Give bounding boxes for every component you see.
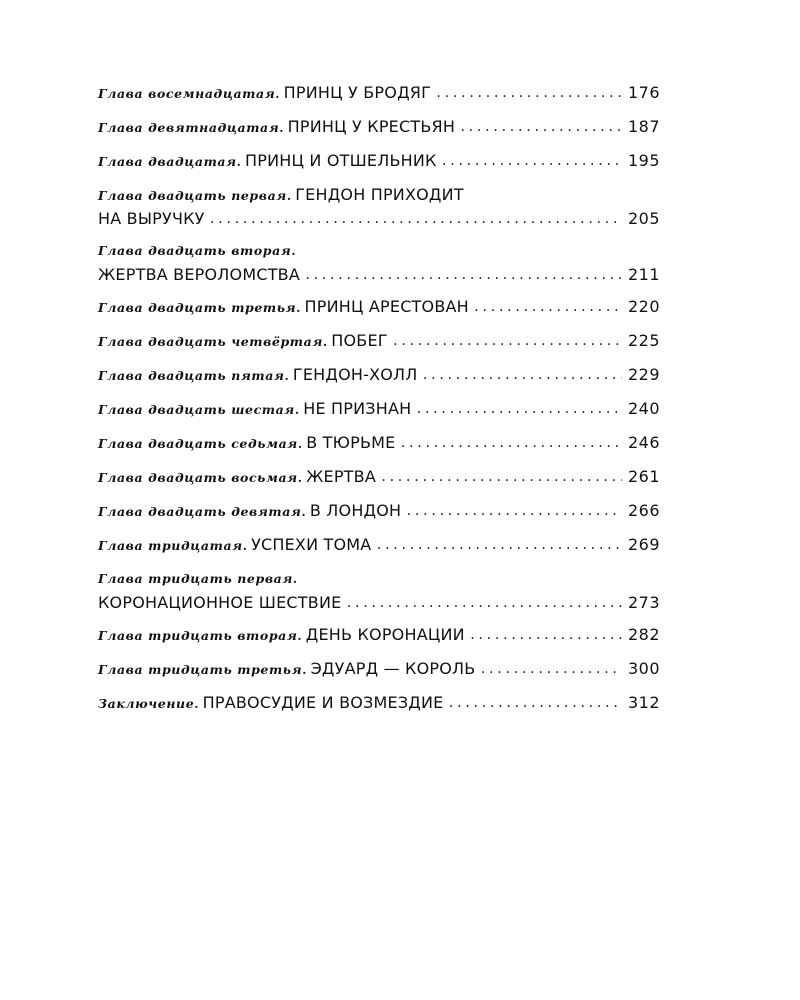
chapter-title: ПРАВОСУДИЕ И ВОЗМЕЗДИЕ — [202, 693, 444, 712]
toc-entry[interactable]: Глава двадцать девятая . В ЛОНДОН ..... 266 — [98, 498, 660, 524]
chapter-label: Глава двадцать четвёртая — [98, 334, 323, 349]
chapter-label: Глава девятнадцатая — [98, 120, 280, 135]
page-number: 269 — [627, 535, 660, 554]
chapter-title: ПРИНЦ И ОТШЕЛЬНИК — [245, 151, 437, 170]
chapter-title: НЕ ПРИЗНАН — [303, 399, 412, 418]
chapter-label: Глава двадцать восьмая — [98, 470, 298, 485]
dot-leader — [399, 430, 622, 456]
dot-leader — [459, 114, 622, 140]
chapter-title: ЭДУАРД — КОРОЛЬ — [310, 659, 476, 678]
toc-entry[interactable]: Глава двадцать четвёртая . ПОБЕГ ..... 225 — [98, 328, 660, 354]
toc-entry[interactable]: Глава девятнадцатая . ПРИНЦ У КРЕСТЬЯН ..... 187 — [98, 114, 660, 140]
page-number: 300 — [627, 659, 660, 678]
dot-leader — [447, 690, 621, 716]
page-number: 195 — [627, 151, 660, 170]
dot-leader — [479, 656, 622, 682]
toc-entry[interactable]: Глава двадцать вторая . ЖЕРТВА ВЕРОЛОМСТВА ..... 211 — [98, 238, 660, 286]
chapter-label: Глава двадцать третья — [98, 300, 297, 315]
chapter-title: ПРИНЦ АРЕСТОВАН — [304, 297, 469, 316]
chapter-label: Глава двадцать седьмая — [98, 436, 298, 451]
dot-leader — [435, 80, 622, 106]
chapter-label: Глава двадцать шестая — [98, 402, 295, 417]
toc-entry[interactable]: Глава двадцать седьмая . В ТЮРЬМЕ ..... 246 — [98, 430, 660, 456]
chapter-title: ПРИНЦ У БРОДЯГ — [283, 83, 432, 102]
page-number: 211 — [627, 265, 660, 284]
dot-leader — [469, 622, 622, 648]
chapter-label: Глава тридцать вторая — [98, 628, 298, 643]
toc-entry[interactable]: Глава тридцать вторая . ДЕНЬ КОРОНАЦИИ ..... 282 — [98, 622, 660, 648]
chapter-label: Глава двадцать вторая — [98, 243, 292, 258]
chapter-title: ГЕНДОН ПРИХОДИТ — [295, 185, 464, 204]
chapter-label: Глава двадцатая — [98, 154, 237, 169]
page-number: 220 — [627, 297, 660, 316]
toc-entry[interactable]: Глава восемнадцатая . ПРИНЦ У БРОДЯГ ..... 176 — [98, 80, 660, 106]
dot-leader — [473, 294, 622, 320]
page-number: 261 — [627, 467, 660, 486]
page-number: 229 — [627, 365, 660, 384]
toc-entry[interactable]: Глава двадцать восьмая . ЖЕРТВА ..... 261 — [98, 464, 660, 490]
dot-leader — [415, 396, 622, 422]
dot-leader — [345, 592, 622, 614]
toc-entry[interactable]: Глава тридцать третья . ЭДУАРД — КОРОЛЬ ..... 300 — [98, 656, 660, 682]
chapter-label: Глава двадцать пятая — [98, 368, 285, 383]
dot-leader — [304, 264, 622, 286]
page-number: 240 — [627, 399, 660, 418]
page-number: 246 — [627, 433, 660, 452]
page-number: 225 — [627, 331, 660, 350]
chapter-label: Заключение — [98, 696, 195, 711]
chapter-title: ЖЕРТВА — [306, 467, 376, 486]
chapter-label: Глава тридцать первая — [98, 571, 293, 586]
toc-entry[interactable]: Заключение . ПРАВОСУДИЕ И ВОЗМЕЗДИЕ ..... 312 — [98, 690, 660, 716]
dot-leader — [405, 498, 622, 524]
page-number: 176 — [627, 83, 660, 102]
chapter-label: Глава тридцать третья — [98, 662, 303, 677]
toc-entry[interactable]: Глава двадцать первая . ГЕНДОН ПРИХОДИТ НА ВЫРУЧКУ ..... 205 — [98, 182, 660, 230]
toc-entry[interactable]: Глава тридцать первая . КОРОНАЦИОННОЕ ШЕСТВИЕ ..... 273 — [98, 566, 660, 614]
dot-leader — [209, 208, 622, 230]
chapter-title: ПОБЕГ — [331, 331, 388, 350]
page-number: 187 — [627, 117, 660, 136]
dot-leader — [380, 464, 622, 490]
chapter-title: В ТЮРЬМЕ — [306, 433, 396, 452]
chapter-title: ДЕНЬ КОРОНАЦИИ — [305, 625, 465, 644]
page-number: 266 — [627, 501, 660, 520]
toc-entry[interactable]: Глава двадцать третья . ПРИНЦ АРЕСТОВАН ..... 220 — [98, 294, 660, 320]
dot-leader — [375, 532, 621, 558]
toc-entry[interactable]: Глава двадцать пятая . ГЕНДОН-ХОЛЛ ..... 229 — [98, 362, 660, 388]
chapter-title: ЖЕРТВА ВЕРОЛОМСТВА — [98, 265, 300, 284]
dot-leader — [422, 362, 622, 388]
toc-entry[interactable]: Глава двадцать шестая . НЕ ПРИЗНАН ..... 240 — [98, 396, 660, 422]
chapter-title: КОРОНАЦИОННОЕ ШЕСТВИЕ — [98, 593, 342, 612]
chapter-label: Глава двадцать девятая — [98, 504, 302, 519]
chapter-label: Глава двадцать первая — [98, 188, 287, 203]
chapter-label: Глава восемнадцатая — [98, 86, 276, 101]
page-number: 282 — [627, 625, 660, 644]
page-number: 205 — [627, 209, 660, 228]
chapter-title-continuation: НА ВЫРУЧКУ — [98, 209, 205, 228]
chapter-label: Глава тридцатая — [98, 538, 243, 553]
page-number: 273 — [627, 593, 660, 612]
dot-leader — [441, 148, 622, 174]
chapter-title: В ЛОНДОН — [309, 501, 402, 520]
table-of-contents — [98, 80, 660, 716]
chapter-title: УСПЕХИ ТОМА — [251, 535, 372, 554]
chapter-title: ПРИНЦ У КРЕСТЬЯН — [287, 117, 456, 136]
toc-entry[interactable]: Глава двадцатая . ПРИНЦ И ОТШЕЛЬНИК ..... 195 — [98, 148, 660, 174]
page-number: 312 — [627, 693, 660, 712]
toc-entry[interactable]: Глава тридцатая . УСПЕХИ ТОМА ..... 269 — [98, 532, 660, 558]
dot-leader — [392, 328, 622, 354]
chapter-title: ГЕНДОН-ХОЛЛ — [292, 365, 418, 384]
